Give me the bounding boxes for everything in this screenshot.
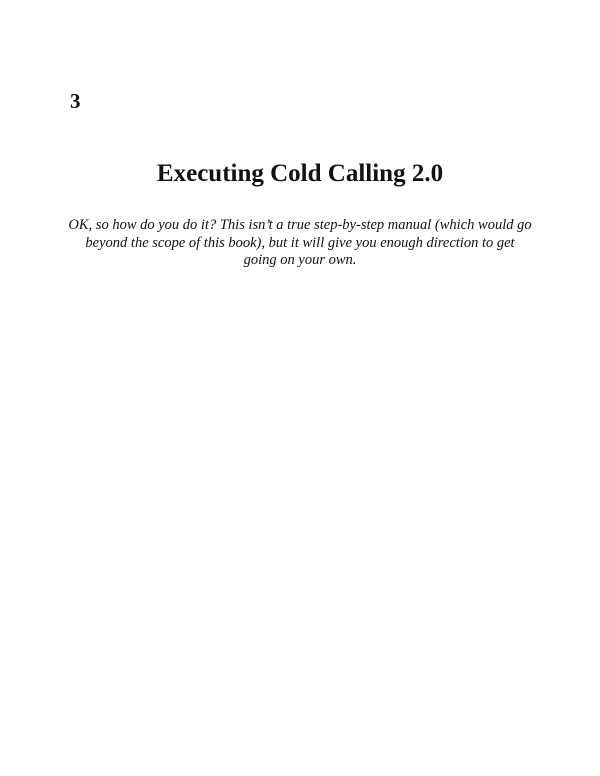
chapter-number: 3	[70, 89, 81, 113]
chapter-intro: OK, so how do you do it? This isn’t a true step-by-step manual (which would go beyond the scope of this book), but it will give you enough direction to get going on your own.	[68, 217, 532, 268]
chapter-title: Executing Cold Calling 2.0	[156, 160, 444, 187]
